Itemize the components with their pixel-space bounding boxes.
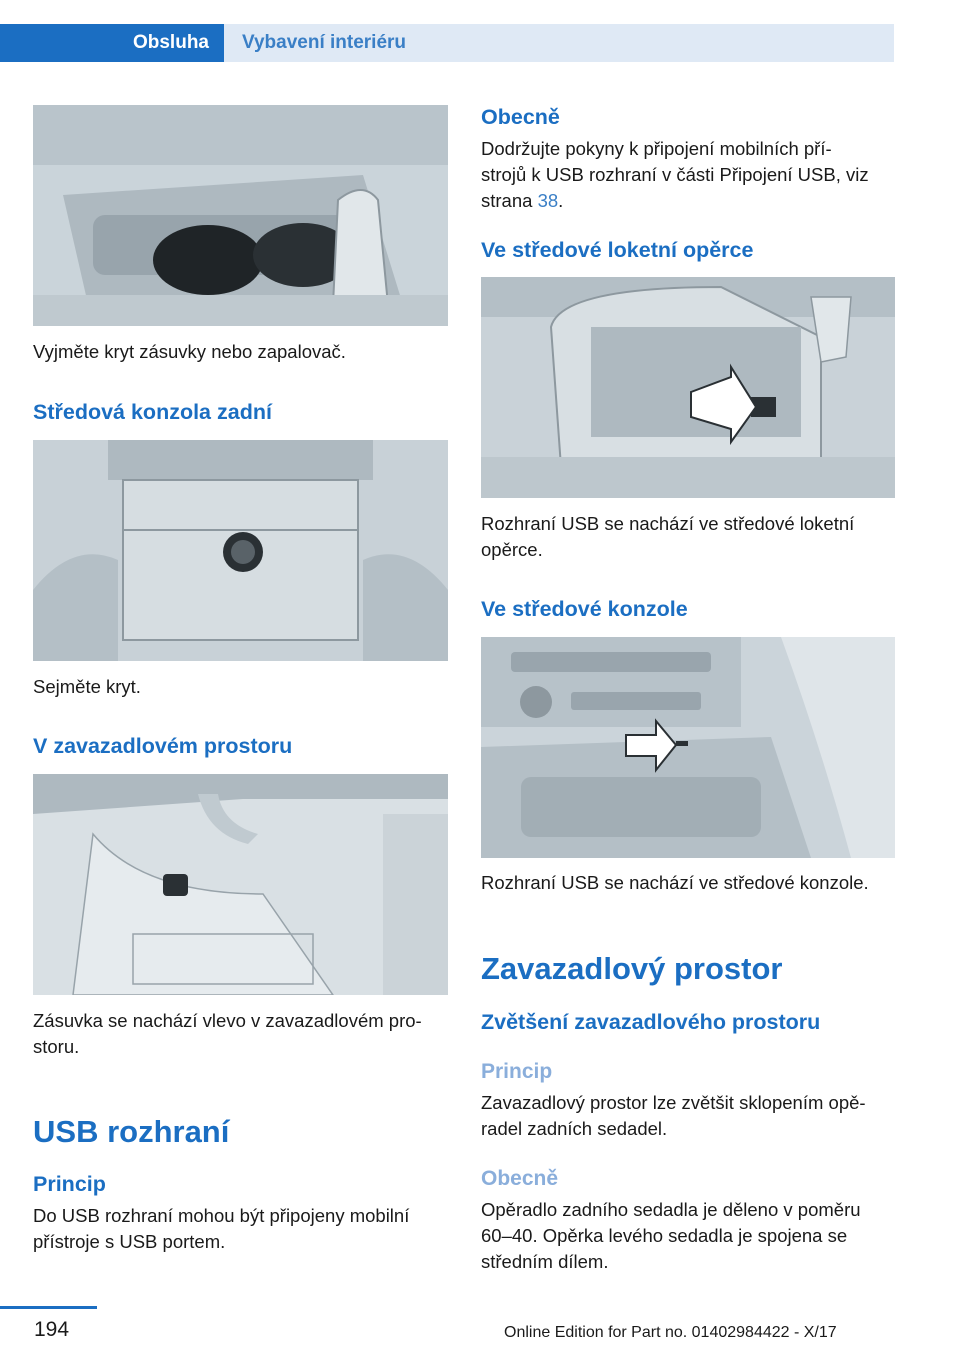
console-image — [481, 637, 895, 858]
title-usb: USB rozhraní — [33, 1114, 230, 1149]
section-tab[interactable]: Obsluha — [0, 24, 224, 62]
edition-text: Online Edition for Part no. 01402984422 - X/17 — [504, 1324, 837, 1341]
armrest-image — [481, 277, 895, 498]
page-link[interactable]: 38 — [537, 190, 559, 211]
general-line1: Dodržujte pokyny k připojení mobilních pří‐ — [481, 138, 832, 159]
heading-principle: Princip — [33, 1172, 106, 1196]
heading-enlarge: Zvětšení zavazadlového prostoru — [481, 1010, 821, 1034]
armrest-caption-line1: Rozhraní USB se nachází ve středové loketní — [481, 513, 855, 534]
caption-trunk-line1: Zásuvka se nachází vlevo v zavazadlovém pro‐ — [33, 1010, 422, 1031]
subsection-tab[interactable]: Vybavení interiéru — [224, 24, 894, 62]
general2-line1: Opěradlo zadního sedadla je děleno v poměru — [481, 1199, 861, 1220]
general-line3 — [481, 188, 563, 214]
principle-line2: přístroje s USB portem. — [33, 1231, 226, 1252]
general2-line2: 60–40. Opěrka levého sedadla je spojena se — [481, 1225, 848, 1246]
page-number: 194 — [34, 1318, 70, 1341]
caption-remove-cover-2: Sejměte kryt. — [33, 676, 141, 697]
title-luggage: Zavazadlový prostor — [481, 951, 783, 986]
heading-principle-2: Princip — [481, 1060, 553, 1083]
armrest-caption-line2: opěrce. — [481, 539, 543, 560]
general-line3-prefix: strana — [481, 190, 538, 211]
principle2-line2: radel zadních sedadel. — [481, 1118, 668, 1139]
principle-line1: Do USB rozhraní mohou být připojeny mobilní — [33, 1205, 410, 1226]
general-line2: strojů k USB rozhraní v části Připojení USB, viz — [481, 164, 869, 185]
caption-trunk-line2: storu. — [33, 1036, 80, 1057]
trunk-image — [33, 774, 448, 995]
heading-general: Obecně — [481, 105, 560, 129]
heading-console: Ve středové konzole — [481, 597, 688, 621]
heading-armrest: Ve středové loketní opěrce — [481, 238, 754, 262]
principle2-line1: Zavazadlový prostor lze zvětšit sklopením opě‐ — [481, 1092, 866, 1113]
heading-rear-console: Středová konzola zadní — [33, 400, 272, 424]
caption-remove-cover: Vyjměte kryt zásuvky nebo zapalovač. — [33, 341, 346, 362]
heading-general-2: Obecně — [481, 1167, 559, 1190]
footer-rule — [0, 1306, 97, 1309]
cupholder-image — [33, 105, 448, 326]
page-header — [0, 0, 894, 62]
console-caption: Rozhraní USB se nachází ve středové konzole. — [481, 872, 869, 893]
rear-console-image — [33, 440, 448, 661]
general-line3-suffix: . — [558, 190, 564, 211]
general2-line3: středním dílem. — [481, 1251, 609, 1272]
heading-trunk: V zavazadlovém prostoru — [33, 734, 293, 758]
